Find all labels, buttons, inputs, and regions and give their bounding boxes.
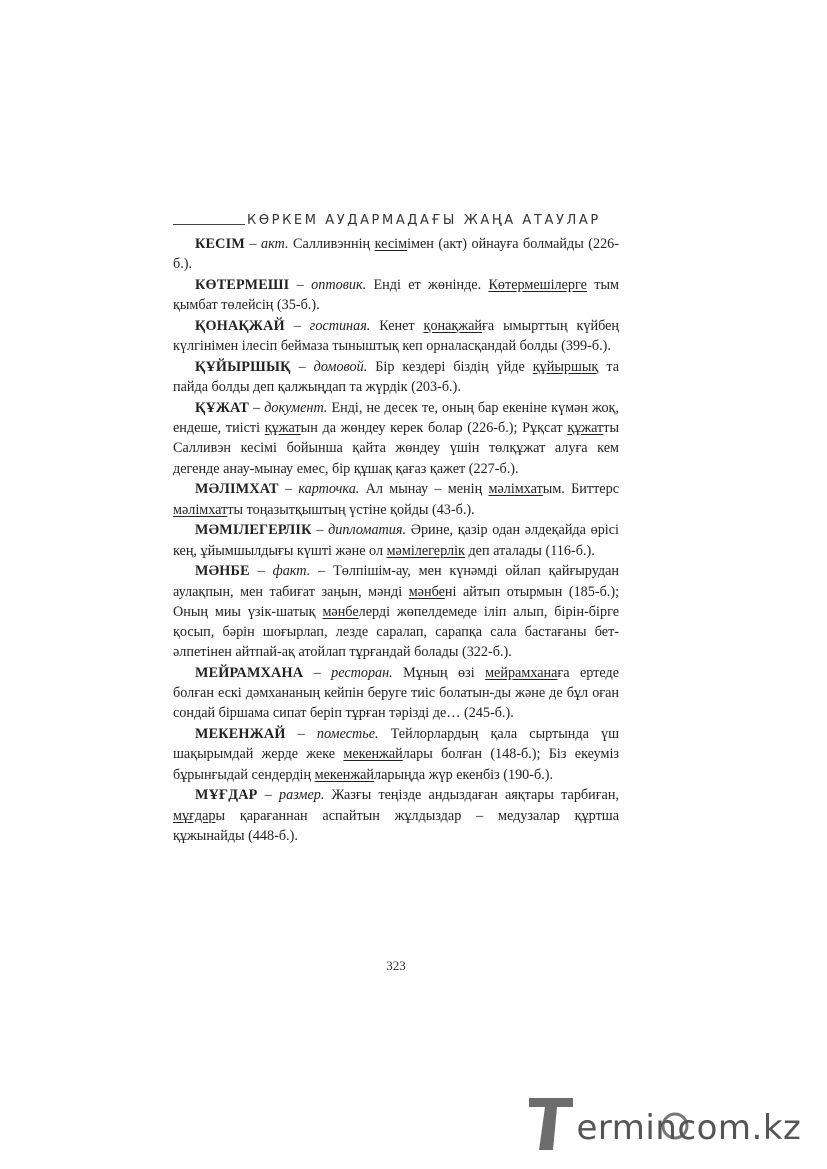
entry-headword: ҚҰЖАТ xyxy=(195,400,250,416)
entry-underlined-term: мәлімхат xyxy=(488,481,543,498)
dictionary-entry xyxy=(173,398,619,479)
entry-text: ым. Биттерс xyxy=(542,481,619,498)
entry-text: ы қарағаннан аспайтын жұлдыздар – медузалар құртша құжынайды (448-б.). xyxy=(173,807,619,844)
entry-headword: МЕЙРАМХАНА xyxy=(195,665,304,682)
running-head xyxy=(173,206,619,228)
entry-text: Мұның өзі xyxy=(392,665,486,682)
entry-translation: карточка. xyxy=(298,481,360,498)
watermark-text: ermincom.kz xyxy=(576,1108,802,1148)
entry-dash: – xyxy=(285,726,317,743)
dictionary-entry xyxy=(173,520,619,560)
entry-dash: – xyxy=(249,400,265,416)
entry-headword: МӘНБЕ xyxy=(195,563,250,580)
entry-text: лерді жөпелдемеде іліп алып, бірін-бірге қосып, бәрін шоғырлап, лезде саралап, сарапқа сала бастағаны бет-әлпетінен айтпай-ақ атойлап тұрғандай болады (322-б.). xyxy=(173,603,619,661)
entry-dash: – xyxy=(303,665,332,682)
entry-text: Салливэннің xyxy=(288,236,375,252)
entry-headword: КӨТЕРМЕШІ xyxy=(195,277,290,293)
entry-underlined-term: мекенжай xyxy=(314,766,375,783)
entry-text: ні айтып отырмын (185-б.); Оның миы үзік-шатық xyxy=(173,583,620,620)
entry-translation: размер. xyxy=(279,787,325,804)
entry-text: – Төлпішім-ау, мен күнәмді ойлап қайғырудан аулақпын, мен табиғат заңын, мәнді xyxy=(173,563,620,600)
entry-translation: домовой. xyxy=(313,359,368,375)
dictionary-entry xyxy=(173,663,619,724)
entry-text: ға ымырттың күйбең күлгінімен ілесіп беймаза тыныштық кеп орналасқандай болды (399-б.). xyxy=(173,318,619,355)
entry-translation: поместье. xyxy=(316,726,379,743)
entry-headword: МЕКЕНЖАЙ xyxy=(195,726,286,743)
entry-underlined-term: мәлімхат xyxy=(173,501,228,518)
entry-translation: акт. xyxy=(261,236,289,252)
entry-headword: ҚОНАҚЖАЙ xyxy=(195,318,285,334)
dictionary-entry xyxy=(173,724,619,785)
entry-underlined-term: мәмілегерлік xyxy=(386,542,465,559)
entry-text: ын да жөндеу керек болар (226-б.); Рұқсат xyxy=(300,420,568,437)
dictionary-entry xyxy=(173,561,619,662)
entry-dash: – xyxy=(278,481,299,498)
entry-text: ларыңда жүр екенбіз (190-б.). xyxy=(374,766,554,783)
entry-headword: МӘМІЛЕГЕРЛІК xyxy=(195,522,312,539)
entry-underlined-term: қонақжай xyxy=(423,318,483,334)
entry-text: Енді ет жөнінде. xyxy=(366,277,489,293)
entry-underlined-term: мәнбе xyxy=(408,583,445,600)
entry-translation: оптовик. xyxy=(311,277,367,293)
dictionary-entry xyxy=(173,479,619,519)
entry-underlined-term: құжат xyxy=(567,420,604,437)
entry-text: Ал мынау – менің xyxy=(359,481,489,498)
entry-headword: МҰҒДАР xyxy=(195,787,258,804)
entry-underlined-term: Көтермешілерге xyxy=(488,277,587,293)
entry-text: імен (акт) ойнауға болмайды (226-б.). xyxy=(173,236,619,273)
entry-underlined-term: кесім xyxy=(374,236,408,252)
dictionary-entry xyxy=(173,234,619,274)
entry-translation: ресторан. xyxy=(331,665,393,682)
entry-dash: – xyxy=(284,318,310,334)
entry-text: ты тоңазытқыштың үстіне қойды (43-б.). xyxy=(227,501,475,518)
entry-text: Тейлорлардың қала сыртында үш шақырымдай жерде жеке xyxy=(173,726,620,763)
entry-text: Енді, не десек те, оның бар екеніне күмән жоқ, ендеше, тиісті xyxy=(173,400,619,437)
entry-text: ты Салливэн кесімі бойынша қайта жөндеу үшін төлқұжат алуға кем дегенде анау-мынау емес, бір құшақ қағаз қажет (227-б.). xyxy=(173,420,619,477)
entry-dash: – xyxy=(244,236,261,252)
entry-dash: – xyxy=(289,277,312,293)
entry-underlined-term: құжат xyxy=(264,420,301,437)
entry-text: Бір кездері біздің үйде xyxy=(367,359,533,375)
entry-translation: дипломатия. xyxy=(328,522,407,539)
entry-text: лары болған (148-б.); Біз екеуміз бұрынғыдай сендердің xyxy=(173,746,619,783)
dictionary-entry xyxy=(173,275,619,315)
running-head-title: КӨРКЕМ АУДАРМАДАҒЫ ЖАҢА АТАУЛАР xyxy=(247,213,601,228)
dictionary-entries xyxy=(173,234,619,846)
page-body xyxy=(173,206,619,847)
entry-dash: – xyxy=(257,787,280,804)
entry-underlined-term: мекенжай xyxy=(343,746,403,763)
entry-text: Әрине, қазір одан әлдеқайда өрісі кең, ұйымшылдығы күшті және ол xyxy=(173,522,619,559)
entry-text: деп аталады (116-б.). xyxy=(464,542,595,559)
dictionary-entry xyxy=(173,316,619,356)
running-head-rule xyxy=(173,224,245,225)
entry-text: ға ертеде болған ескі дәмхананың кейпін беруге тиіс болатын-ды және де бұл оған сондай біршама сипат беріп тұрған тәрізді де… (245-б.). xyxy=(173,665,619,722)
dictionary-entry xyxy=(173,357,619,397)
entry-dash: – xyxy=(249,563,273,580)
entry-dash: – xyxy=(290,359,314,375)
entry-text: Жазғы теңізде андыздаған аяқтары тарбиған, xyxy=(324,787,619,804)
entry-headword: ҚҰЙЫРШЫҚ xyxy=(195,359,291,375)
page-number: 323 xyxy=(386,958,406,973)
entry-dash: – xyxy=(311,522,329,539)
entry-headword: КЕСІМ xyxy=(195,236,245,252)
entry-translation: гостиная. xyxy=(309,318,371,334)
entry-underlined-term: мейрамхана xyxy=(485,665,558,682)
entry-text: тым қымбат төлейсің (35-б.). xyxy=(173,277,619,314)
dictionary-entry xyxy=(173,785,619,846)
entry-text: Кенет xyxy=(370,318,424,334)
entry-underlined-term: құйыршық xyxy=(532,359,599,375)
entry-translation: документ. xyxy=(264,400,328,416)
entry-underlined-term: мәнбе xyxy=(322,603,359,620)
termincom-watermark-logo xyxy=(527,1092,817,1154)
entry-headword: МӘЛІМХАТ xyxy=(195,481,279,498)
entry-text: та пайда болды деп қалжыңдап та жүрдік (203-б.). xyxy=(173,359,619,396)
entry-underlined-term: мұғдар xyxy=(173,807,216,824)
entry-translation: факт. xyxy=(272,563,311,580)
